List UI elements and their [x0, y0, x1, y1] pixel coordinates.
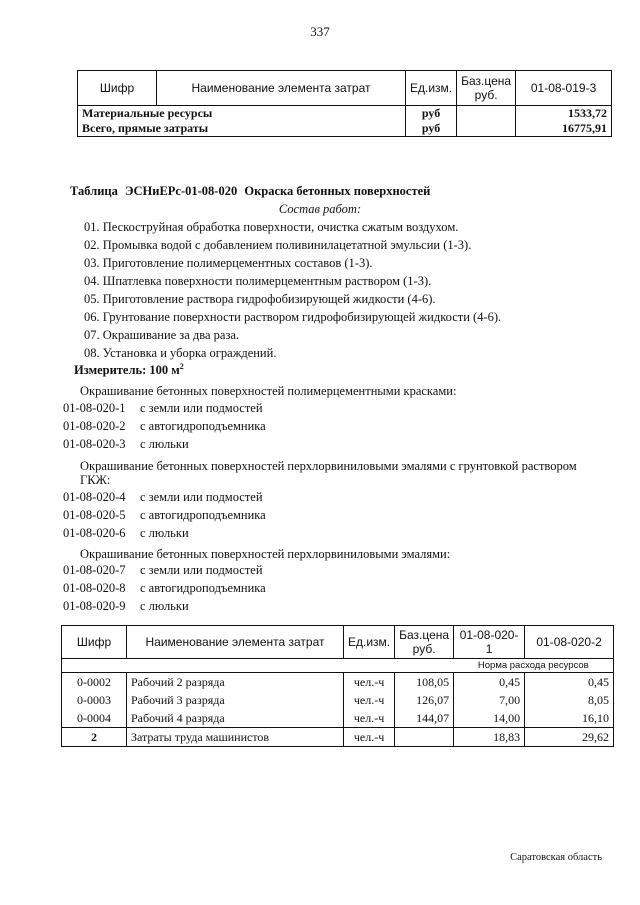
footer-region: Саратовская область	[510, 852, 602, 863]
row-value-2: 8,05	[525, 691, 614, 709]
row-name: Всего, прямые затраты	[78, 121, 406, 137]
row-name: Рабочий 3 разряда	[127, 691, 344, 709]
row-unit: чел.-ч	[344, 673, 395, 692]
row-value-1: 0,45	[454, 673, 525, 692]
work-item: 02. Промывка водой с добавлением поливинилацетатной эмульсии (1-3).	[84, 238, 472, 252]
page-number: 337	[310, 24, 330, 39]
resources-table	[61, 625, 614, 747]
option-text: с земли или подмостей	[140, 401, 263, 415]
col-unit: Ед.изм.	[344, 626, 395, 659]
row-unit: чел.-ч	[344, 728, 395, 747]
option-text: с земли или подмостей	[140, 563, 263, 577]
option-row	[63, 563, 583, 581]
row-code: 2	[62, 728, 127, 747]
option-code: 01-08-020-3	[63, 437, 126, 451]
row-unit: чел.-ч	[344, 691, 395, 709]
measure-sup: 2	[179, 362, 184, 371]
option-code: 01-08-020-2	[63, 419, 126, 433]
row-name: Материальные ресурсы	[78, 106, 406, 122]
work-item: 05. Приготовление раствора гидрофобизирующей жидкости (4-6).	[84, 292, 436, 306]
col-code: Шифр	[62, 626, 127, 659]
col-unit: Ед.изм.	[406, 71, 457, 106]
col-name: Наименование элемента затрат	[157, 71, 406, 106]
row-name: Рабочий 4 разряда	[127, 709, 344, 728]
row-price	[395, 728, 454, 747]
option-code: 01-08-020-7	[63, 563, 126, 577]
row-value: 16775,91	[516, 121, 612, 137]
row-value-1: 18,83	[454, 728, 525, 747]
work-item: 04. Шпатлевка поверхности полимерцементным раствором (1-3).	[84, 274, 432, 288]
col-rate: 01-08-019-3	[516, 71, 612, 106]
section-title	[70, 184, 430, 199]
option-row	[63, 437, 583, 455]
option-row	[63, 599, 583, 617]
option-text: с люльки	[140, 526, 189, 540]
col-name: Наименование элемента затрат	[127, 626, 344, 659]
work-item: 08. Установка и уборка ограждений.	[84, 346, 277, 360]
group-heading-continued: ГКЖ:	[80, 473, 111, 487]
row-name: Рабочий 2 разряда	[127, 673, 344, 692]
option-row	[63, 508, 583, 526]
row-price: 126,07	[395, 691, 454, 709]
work-item: 03. Приготовление полимерцементных составов (1-3).	[84, 256, 373, 270]
option-row	[63, 526, 583, 544]
option-code: 01-08-020-4	[63, 490, 126, 504]
option-code: 01-08-020-5	[63, 508, 126, 522]
option-text: с автогидроподъемника	[140, 419, 266, 433]
measure-unit	[74, 362, 184, 378]
work-item: 06. Грунтование поверхности раствором гидрофобизирующей жидкости (4-6).	[84, 310, 502, 324]
group-heading: Окрашивание бетонных поверхностей перхлорвиниловыми эмалями:	[80, 547, 451, 561]
row-value: 1533,72	[516, 106, 612, 122]
row-unit: чел.-ч	[344, 709, 395, 728]
option-code: 01-08-020-9	[63, 599, 126, 613]
group-heading: Окрашивание бетонных поверхностей полимерцементными красками:	[80, 384, 457, 398]
option-text: с люльки	[140, 437, 189, 451]
option-row	[63, 490, 583, 508]
option-row	[63, 419, 583, 437]
col-price: Баз.цена руб.	[457, 71, 516, 106]
row-value-2: 16,10	[525, 709, 614, 728]
col-rate-2: 01-08-020-2	[525, 626, 614, 659]
row-value-1: 7,00	[454, 691, 525, 709]
row-price: 108,05	[395, 673, 454, 692]
row-value-1: 14,00	[454, 709, 525, 728]
option-text: с автогидроподъемника	[140, 508, 266, 522]
title-name: Окраска бетонных поверхностей	[244, 184, 431, 198]
group-heading: Окрашивание бетонных поверхностей перхлорвиниловыми эмалями с грунтовкой раствором	[80, 459, 577, 473]
measure-label: Измеритель: 100 м	[74, 363, 180, 378]
option-code: 01-08-020-8	[63, 581, 126, 595]
option-code: 01-08-020-1	[63, 401, 126, 415]
work-item: 07. Окрашивание за два раза.	[84, 328, 240, 342]
norm-label: Норма расхода ресурсов	[454, 659, 614, 673]
row-price: 144,07	[395, 709, 454, 728]
option-text: с люльки	[140, 599, 189, 613]
col-code: Шифр	[78, 71, 157, 106]
option-code: 01-08-020-6	[63, 526, 126, 540]
col-price: Баз.цена руб.	[395, 626, 454, 659]
resources-table-top	[77, 70, 612, 137]
row-code: 0-0004	[62, 709, 127, 728]
work-item: 01. Пескоструйная обработка поверхности, очистка сжатым воздухом.	[84, 220, 459, 234]
row-name: Затраты труда машинистов	[127, 728, 344, 747]
work-composition-heading: Состав работ:	[278, 202, 362, 216]
row-unit: руб	[406, 106, 457, 122]
row-value-2: 0,45	[525, 673, 614, 692]
option-row	[63, 401, 583, 419]
row-unit: руб	[406, 121, 457, 137]
option-text: с автогидроподъемника	[140, 581, 266, 595]
row-value-2: 29,62	[525, 728, 614, 747]
row-code: 0-0003	[62, 691, 127, 709]
row-code: 0-0002	[62, 673, 127, 692]
title-prefix: Таблица	[70, 184, 118, 198]
option-row	[63, 581, 583, 599]
option-text: с земли или подмостей	[140, 490, 263, 504]
col-rate-1: 01-08-020-1	[454, 626, 525, 659]
title-code: ЭСНиЕРс-01-08-020	[125, 184, 238, 198]
